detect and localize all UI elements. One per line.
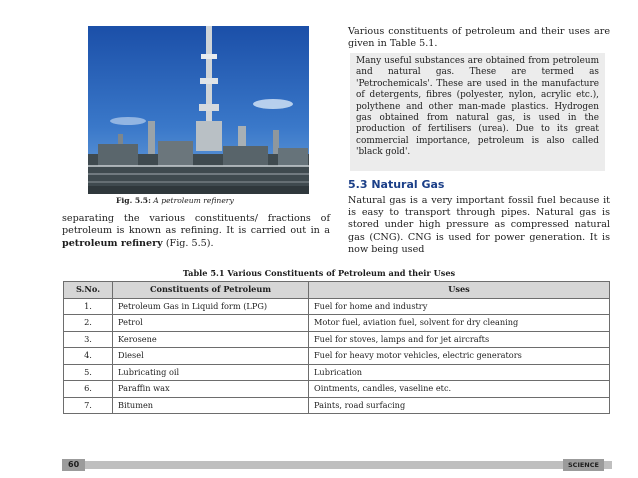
page-number: 60 [62,459,85,471]
section-title: 5.3 Natural Gas [348,178,445,191]
cell-sno: 1. [64,298,113,315]
cell-constituent: Lubricating oil [113,364,309,381]
cell-uses: Fuel for heavy motor vehicles, electric generators [309,348,610,365]
header-sno: S.No. [64,282,113,299]
refining-paragraph [62,213,330,250]
cell-uses: Lubrication [309,364,610,381]
constituents-table [63,281,610,414]
cell-sno: 5. [64,364,113,381]
header-uses: Uses [309,282,610,299]
cell-constituent: Petroleum Gas in Liquid form (LPG) [113,298,309,315]
cell-sno: 4. [64,348,113,365]
cell-uses: Motor fuel, aviation fuel, solvent for dry cleaning [309,315,610,332]
cell-constituent: Petrol [113,315,309,332]
refining-text-2: (Fig. 5.5). [162,237,214,249]
table-row [64,298,610,315]
refining-bold-term: petroleum refinery [62,237,163,249]
figure-caption [116,196,234,205]
cell-uses: Paints, road surfacing [309,397,610,414]
table-row [64,381,610,398]
cell-uses: Fuel for home and industry [309,298,610,315]
table-header-row [64,282,610,299]
figure-caption-label: Fig. 5.5: [116,196,151,205]
table-row [64,315,610,332]
cell-sno: 7. [64,397,113,414]
refining-text-1: separating the various constituents/ fractions of petroleum is known as refining. It is carried out in a [62,213,330,237]
cell-sno: 6. [64,381,113,398]
refinery-photo [88,26,309,194]
cell-uses: Ointments, candles, vaseline etc. [309,381,610,398]
natural-gas-paragraph: Natural gas is a very important fossil fuel because it is easy to transport through pipes. Natural gas is stored under high pressure as compressed natural gas (CNG). CNG is used for power generation. It is now being used [348,195,610,255]
table-row [64,331,610,348]
table-row [64,364,610,381]
petrochemicals-box: Many useful substances are obtained from petroleum and natural gas. These are termed as 'Petrochemicals'. These are used in the manufacture of detergents, fibres (polyester, nylon, acrylic etc.), polythene and other man-made plastics. Hydrogen gas obtained from natural gas, is used in the production of fertilisers (urea). Due to its great commercial importance, petroleum is also called 'black gold'. [350,53,605,171]
cell-uses: Fuel for stoves, lamps and for jet aircrafts [309,331,610,348]
subject-label: SCIENCE [563,459,604,471]
header-constituents: Constituents of Petroleum [113,282,309,299]
cell-constituent: Kerosene [113,331,309,348]
cell-constituent: Diesel [113,348,309,365]
cell-sno: 3. [64,331,113,348]
figure-caption-text: A petroleum refinery [150,196,234,205]
table-row [64,348,610,365]
table-intro-paragraph: Various constituents of petroleum and their uses are given in Table 5.1. [348,26,610,50]
footer-bar [62,461,612,469]
cell-sno: 2. [64,315,113,332]
table-row [64,397,610,414]
table-caption: Table 5.1 Various Constituents of Petroleum and their Uses [182,268,456,278]
cell-constituent: Bitumen [113,397,309,414]
cell-constituent: Paraffin wax [113,381,309,398]
